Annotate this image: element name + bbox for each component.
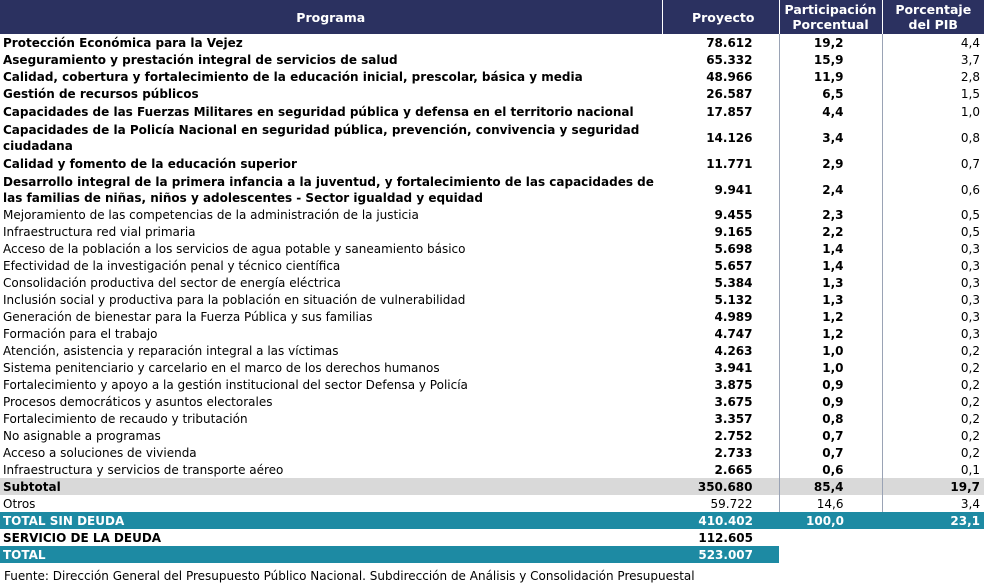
participacion-value: 0,9 <box>779 393 882 410</box>
otros-row: Otros 59.722 14,6 3,4 <box>3 496 980 511</box>
proyecto-value: 4.747 <box>662 325 779 342</box>
pib-value: 0,2 <box>960 360 980 375</box>
proyecto-value: 3.875 <box>662 376 779 393</box>
participacion-value: 1,4 <box>779 257 882 274</box>
table-row <box>0 308 984 325</box>
program-name: Atención, asistencia y reparación integral a las víctimas <box>3 343 339 358</box>
table-row <box>0 325 984 342</box>
pib-value: 0,3 <box>960 292 980 307</box>
proyecto-value: 5.132 <box>662 291 779 308</box>
proyecto-value: 2.733 <box>662 444 779 461</box>
table-header-row <box>0 0 984 34</box>
proyecto-value: 2.665 <box>662 461 779 478</box>
table-row <box>0 444 984 461</box>
table-row <box>0 410 984 427</box>
table-row <box>0 34 984 51</box>
participacion-value: 1,2 <box>779 325 882 342</box>
participacion-value: 6,5 <box>779 85 882 102</box>
participacion-value: 1,3 <box>779 274 882 291</box>
pib-value: 0,2 <box>960 411 980 426</box>
program-name: Desarrollo integral de la primera infancia a la juventud, y fortalecimiento de las capacidades de las familias de niñas, niños y adolescentes - Sector igualdad y equidad <box>3 175 654 205</box>
participacion-value: 2,4 <box>779 174 882 206</box>
participacion-value: 1,0 <box>779 342 882 359</box>
total-row: TOTAL 523.007 <box>0 546 984 563</box>
proyecto-value: 4.989 <box>662 308 779 325</box>
proyecto-value: 2.752 <box>662 427 779 444</box>
pib-value: 0,3 <box>960 258 980 273</box>
proyecto-value: 3.357 <box>662 410 779 427</box>
table-row <box>0 274 984 291</box>
table-row <box>0 393 984 410</box>
table-row <box>0 154 984 174</box>
table-row <box>0 206 984 223</box>
participacion-value: 0,6 <box>779 461 882 478</box>
pib-value: 0,3 <box>960 275 980 290</box>
program-name: Acceso de la población a los servicios de agua potable y saneamiento básico <box>3 241 466 256</box>
participacion-value: 11,9 <box>779 68 882 85</box>
participacion-value: 2,2 <box>779 223 882 240</box>
table-row <box>0 102 984 122</box>
participacion-value: 15,9 <box>779 51 882 68</box>
program-name: No asignable a programas <box>3 428 161 443</box>
program-name: Gestión de recursos públicos <box>3 86 199 101</box>
participacion-value: 1,0 <box>779 359 882 376</box>
pib-value: 0,8 <box>960 131 980 145</box>
participacion-value: 1,3 <box>779 291 882 308</box>
proyecto-value: 4.263 <box>662 342 779 359</box>
proyecto-value: 9.455 <box>662 206 779 223</box>
pib-value: 0,5 <box>960 224 980 239</box>
table-row <box>0 427 984 444</box>
participacion-value: 0,8 <box>779 410 882 427</box>
program-name: Aseguramiento y prestación integral de servicios de salud <box>3 52 398 67</box>
table-row <box>0 68 984 85</box>
participacion-value: 19,2 <box>779 34 882 51</box>
header-programa: Programa <box>0 0 662 34</box>
proyecto-value: 11.771 <box>662 154 779 174</box>
pib-value: 0,5 <box>960 207 980 222</box>
table-row <box>0 359 984 376</box>
pib-value: 0,2 <box>960 428 980 443</box>
participacion-value: 1,2 <box>779 308 882 325</box>
program-name: Infraestructura red vial primaria <box>3 224 196 239</box>
source-note: Fuente: Dirección General del Presupuesto Público Nacional. Subdirección de Análisis y Consolidación Presupuestal <box>4 569 695 583</box>
pib-value: 0,3 <box>960 309 980 324</box>
participacion-value: 0,9 <box>779 376 882 393</box>
program-name: Consolidación productiva del sector de energía eléctrica <box>3 275 341 290</box>
table-row <box>0 51 984 68</box>
table-row <box>0 376 984 393</box>
program-name: Procesos democráticos y asuntos electorales <box>3 394 273 409</box>
pib-value: 1,5 <box>960 86 980 101</box>
header-participacion: Participación Porcentual <box>779 0 882 34</box>
pib-value: 0,2 <box>960 445 980 460</box>
participacion-value: 0,7 <box>779 427 882 444</box>
proyecto-value: 48.966 <box>662 68 779 85</box>
program-name: Calidad, cobertura y fortalecimiento de la educación inicial, prescolar, básica y media <box>3 69 583 84</box>
subtotal-row: Subtotal 350.680 85,4 19,7 <box>0 478 984 495</box>
pib-value: 4,4 <box>960 35 980 50</box>
pib-value: 3,7 <box>960 52 980 67</box>
pib-value: 0,2 <box>960 377 980 392</box>
pib-value: 0,2 <box>960 394 980 409</box>
table-row <box>0 342 984 359</box>
table-row <box>0 85 984 102</box>
table-row <box>0 122 984 154</box>
proyecto-value: 14.126 <box>662 122 779 154</box>
table-row <box>0 291 984 308</box>
header-proyecto: Proyecto <box>662 0 779 34</box>
proyecto-value: 3.941 <box>662 359 779 376</box>
program-name: Mejoramiento de las competencias de la administración de la justicia <box>3 207 419 222</box>
proyecto-value: 9.165 <box>662 223 779 240</box>
participacion-value: 4,4 <box>779 102 882 122</box>
program-name: Inclusión social y productiva para la población en situación de vulnerabilidad <box>3 292 466 307</box>
table-row <box>0 240 984 257</box>
participacion-value: 1,4 <box>779 240 882 257</box>
program-name: Efectividad de la investigación penal y técnico científica <box>3 258 341 273</box>
pib-value: 0,2 <box>960 343 980 358</box>
pib-value: 0,3 <box>960 241 980 256</box>
table-row <box>0 461 984 478</box>
table-row <box>0 223 984 240</box>
pib-value: 2,8 <box>960 69 980 84</box>
pib-value: 1,0 <box>960 105 980 119</box>
pib-value: 0,3 <box>960 326 980 341</box>
pib-value: 0,6 <box>960 183 980 197</box>
program-name: Infraestructura y servicios de transporte aéreo <box>3 462 284 477</box>
proyecto-value: 3.675 <box>662 393 779 410</box>
program-name: Sistema penitenciario y carcelario en el marco de los derechos humanos <box>3 360 440 375</box>
program-name: Fortalecimiento y apoyo a la gestión institucional del sector Defensa y Policía <box>3 377 468 392</box>
participacion-value: 2,9 <box>779 154 882 174</box>
total-sin-deuda-row: TOTAL SIN DEUDA 410.402 100,0 23,1 <box>0 512 984 529</box>
pib-value: 0,1 <box>960 462 980 477</box>
participacion-value: 2,3 <box>779 206 882 223</box>
proyecto-value: 5.698 <box>662 240 779 257</box>
program-name: Formación para el trabajo <box>3 326 158 341</box>
program-name: Capacidades de las Fuerzas Militares en seguridad pública y defensa en el territorio nacional <box>3 105 634 119</box>
servicio-deuda-row: SERVICIO DE LA DEUDA 112.605 <box>3 530 753 545</box>
program-name: Acceso a soluciones de vivienda <box>3 445 197 460</box>
proyecto-value: 9.941 <box>662 174 779 206</box>
table-row <box>0 257 984 274</box>
program-name: Capacidades de la Policía Nacional en seguridad pública, prevención, convivencia y seguridad ciudadana <box>3 123 640 153</box>
program-name: Protección Económica para la Vejez <box>3 35 243 50</box>
participacion-value: 0,7 <box>779 444 882 461</box>
proyecto-value: 17.857 <box>662 102 779 122</box>
program-name: Fortalecimiento de recaudo y tributación <box>3 411 248 426</box>
program-name: Generación de bienestar para la Fuerza Pública y sus familias <box>3 309 373 324</box>
proyecto-value: 5.384 <box>662 274 779 291</box>
proyecto-value: 78.612 <box>662 34 779 51</box>
header-pib: Porcentaje del PIB <box>882 0 984 34</box>
proyecto-value: 26.587 <box>662 85 779 102</box>
participacion-value: 3,4 <box>779 122 882 154</box>
proyecto-value: 65.332 <box>662 51 779 68</box>
table-row <box>0 174 984 206</box>
proyecto-value: 5.657 <box>662 257 779 274</box>
pib-value: 0,7 <box>960 157 980 171</box>
program-name: Calidad y fomento de la educación superior <box>3 157 297 171</box>
